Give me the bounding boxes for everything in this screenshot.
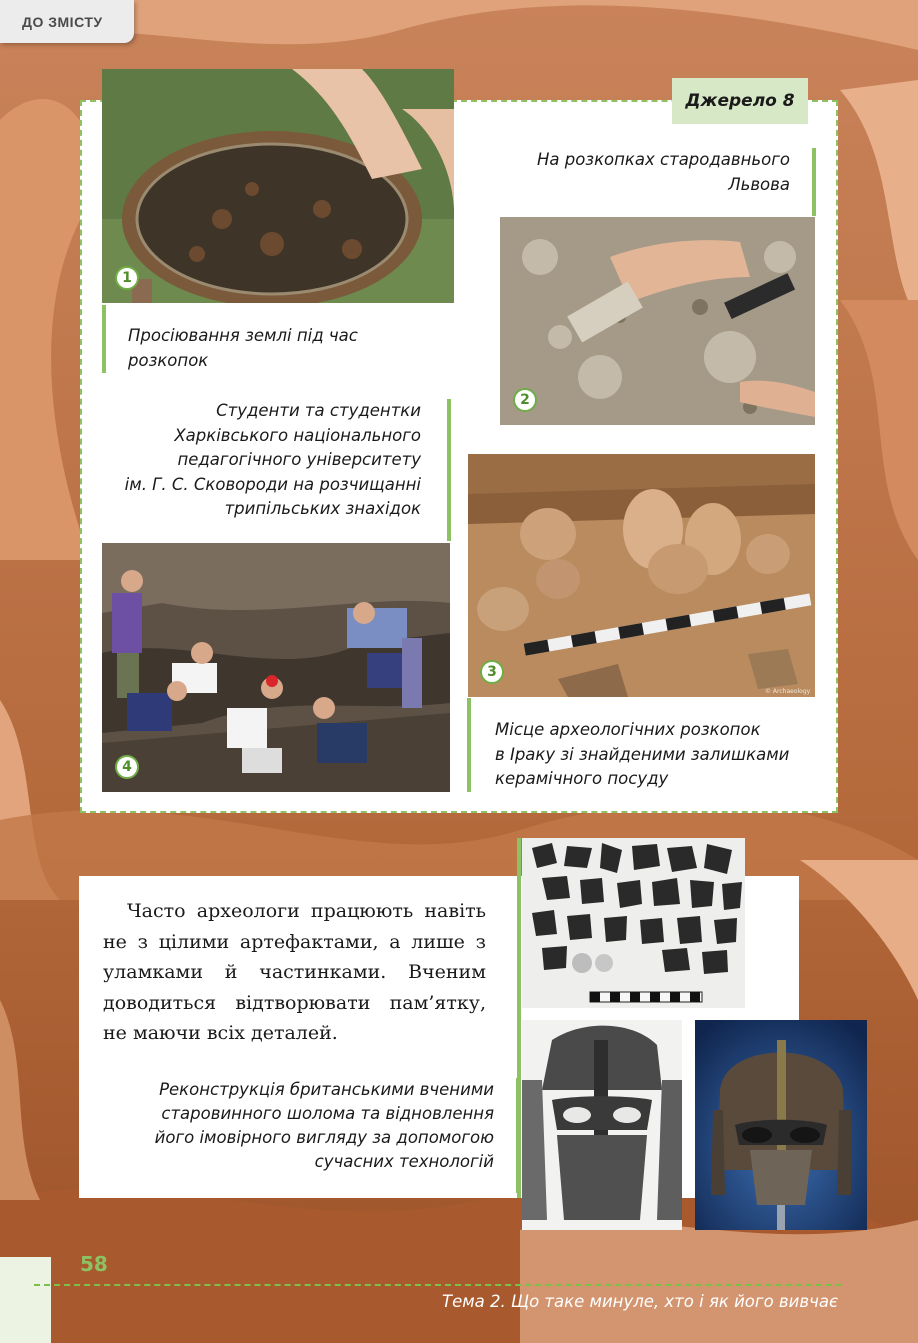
- page-number: 58: [80, 1252, 108, 1276]
- iraq-caption: Місце археологічних розкопок в Іраку зі знайденими залишками керамічного посуду: [467, 698, 827, 792]
- students-dig-photo: [102, 543, 450, 792]
- footer-divider: [34, 1284, 842, 1286]
- topic-title: Тема 2. Що таке минуле, хто і як його вивчає: [442, 1292, 838, 1311]
- page-tab: [0, 1257, 51, 1343]
- brush-dig-photo: [500, 217, 815, 425]
- fragments-photo: [522, 838, 745, 1008]
- photo-number-badge: 1: [115, 266, 139, 290]
- photo-credit: © Archaeology: [765, 688, 811, 695]
- sieve-caption: Просіювання землі під час розкопок: [102, 305, 422, 373]
- photo-number-badge: 4: [115, 755, 139, 779]
- pottery-site-photo: [468, 454, 815, 697]
- table-of-contents-button[interactable]: ДО ЗМІСТУ: [0, 0, 134, 43]
- lviv-caption: На розкопках стародавнього Львова: [480, 148, 816, 216]
- source-tag: Джерело 8: [672, 78, 808, 124]
- helmet-caption: Реконструкція британськими вченими старовинного шолома та відновлення його імовірного вигляду за допомогою сучасних технологій: [100, 1078, 520, 1193]
- sieve-photo: [102, 69, 454, 303]
- main-paragraph: Часто археологи працюють навіть не з цілими артефактами, а лише з уламками й частинками. Вченим доводиться відтворювати пам’ятку, не маючи всіх деталей.: [103, 900, 486, 1044]
- photo-number-badge: 2: [513, 388, 537, 412]
- helmet-restored-photo: [695, 1020, 867, 1230]
- students-caption: Студенти та студентки Харківського національного педагогічного університету ім. Г. С. Сковороди на розчищанні трипільських знахідок: [95, 399, 451, 541]
- photo-number-badge: 3: [480, 660, 504, 684]
- helmet-accent-line: [517, 838, 521, 1198]
- helmet-xray-photo: [522, 1020, 682, 1230]
